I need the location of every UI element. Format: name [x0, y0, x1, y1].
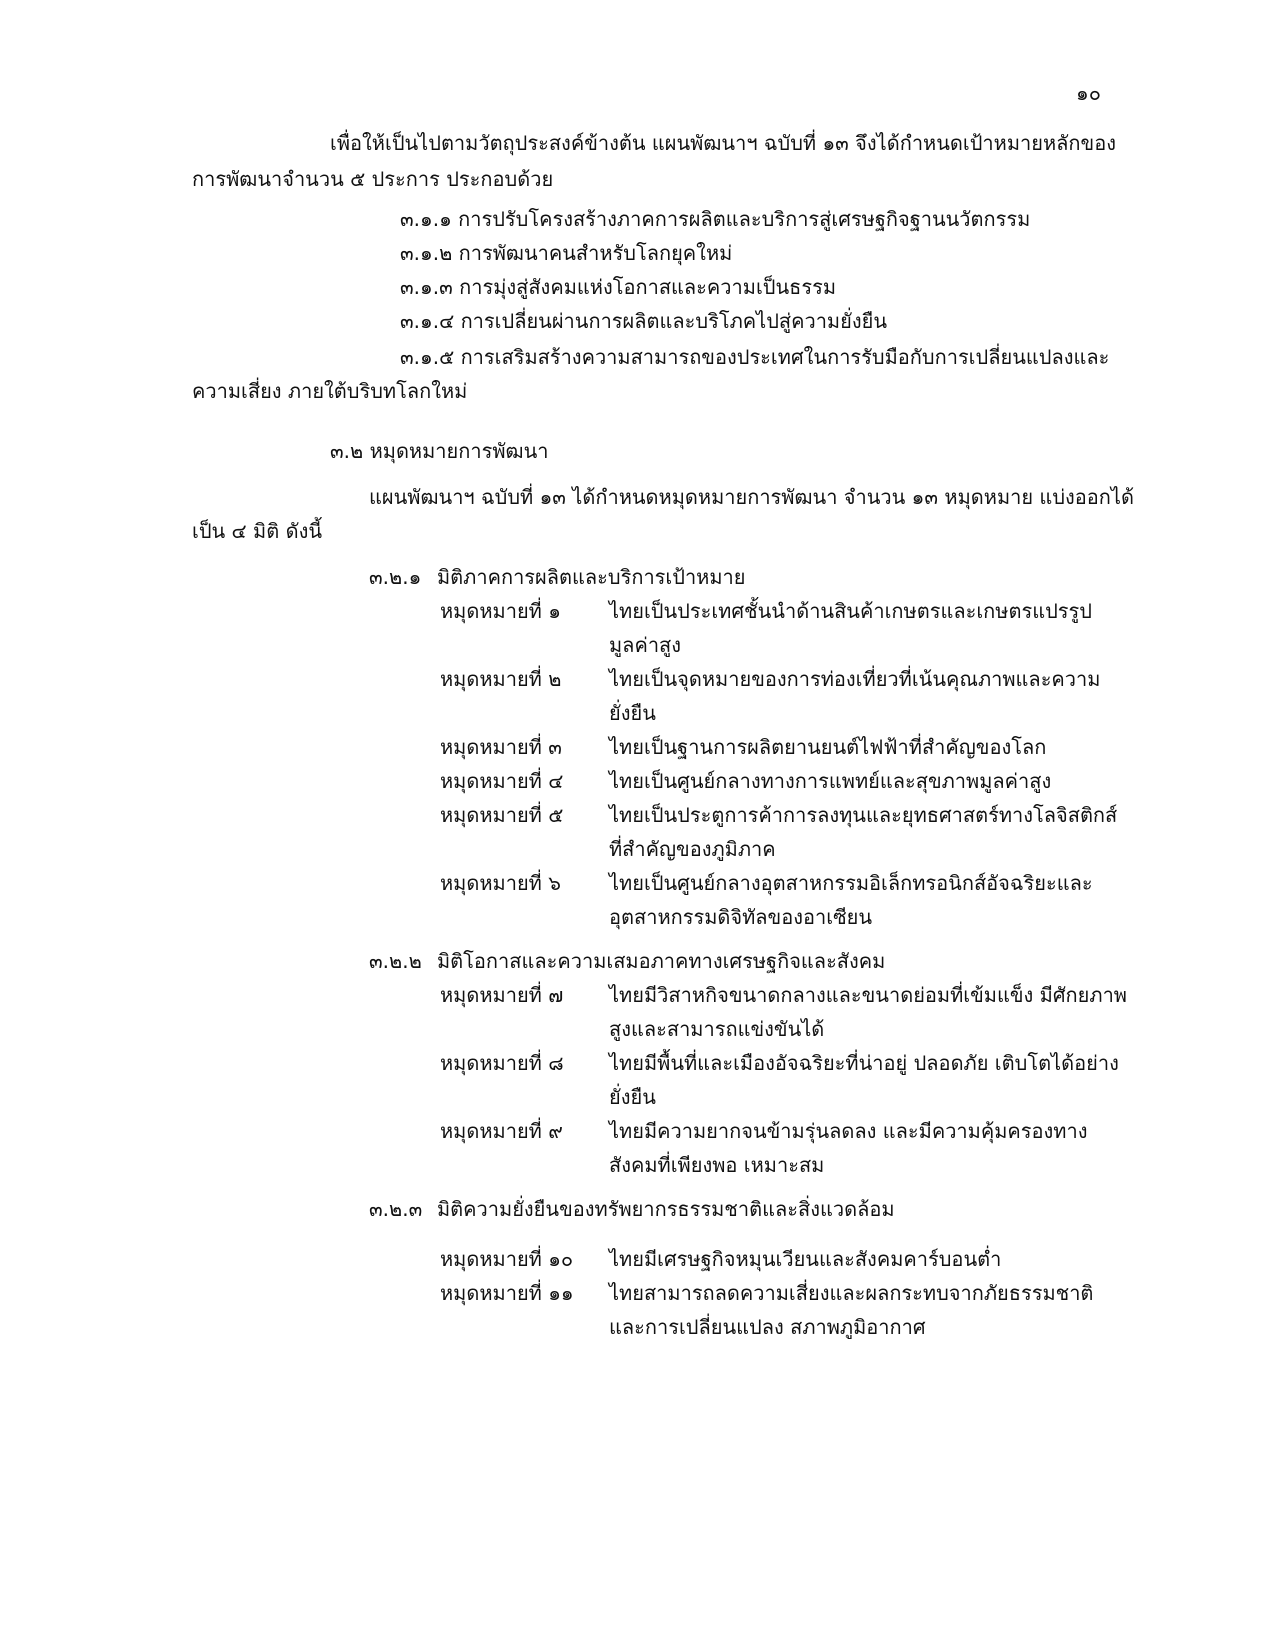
pin-label: หมุดหมายที่ ๖	[440, 871, 561, 895]
dimension-title: มิติโอกาสและความเสมอภาคทางเศรษฐกิจและสังคม	[437, 949, 886, 973]
dimension-heading	[369, 1192, 895, 1226]
pin-label: หมุดหมายที่ ๙	[440, 1119, 563, 1143]
page-number: ๑๐	[1076, 81, 1101, 105]
goal-item: ๓.๑.๔ การเปลี่ยนผ่านการผลิตและบริโภคไปสู่ความยั่งยืน	[400, 309, 887, 333]
dimension-title: มิติความยั่งยืนของทรัพยากรธรรมชาติและสิ่งแวดล้อม	[437, 1197, 895, 1221]
dimension-heading	[369, 944, 885, 978]
goal-item-continuation: ความเสี่ยง ภายใต้บริบทโลกใหม่	[192, 379, 468, 403]
pin-label: หมุดหมายที่ ๗	[440, 983, 564, 1007]
pin-label: หมุดหมายที่ ๑	[440, 599, 561, 623]
intro-line-1: เพื่อให้เป็นไปตามวัตถุประสงค์ข้างต้น แผนพัฒนาฯ ฉบับที่ ๑๓ จึงได้กำหนดเป้าหมายหลักของ	[330, 131, 1116, 155]
pin-text: ไทยมีวิสาหกิจขนาดกลางและขนาดย่อมที่เข้มแข็ง มีศักยภาพสูงและสามารถแข่งขันได้	[609, 983, 1127, 1041]
pin-text: ไทยเป็นประตูการค้าการลงทุนและยุทธศาสตร์ทางโลจิสติกส์ที่สำคัญของภูมิภาค	[609, 803, 1118, 861]
goal-item: ๓.๑.๑ การปรับโครงสร้างภาคการผลิตและบริการสู่เศรษฐกิจฐานนวัตกรรม	[400, 207, 1031, 231]
section-title: ๓.๒ หมุดหมายการพัฒนา	[330, 439, 549, 463]
pin-text: ไทยมีพื้นที่และเมืองอัจฉริยะที่น่าอยู่ ปลอดภัย เติบโตได้อย่างยั่งยืน	[609, 1051, 1119, 1109]
intro-line-2: การพัฒนาจำนวน ๕ ประการ ประกอบด้วย	[192, 167, 554, 191]
pin-text: ไทยมีเศรษฐกิจหมุนเวียนและสังคมคาร์บอนต่ำ	[609, 1247, 1002, 1271]
pin-text: ไทยเป็นจุดหมายของการท่องเที่ยวที่เน้นคุณภาพและความยั่งยืน	[609, 667, 1101, 725]
pin-label: หมุดหมายที่ ๑๐	[440, 1247, 574, 1271]
dimension-title: มิติภาคการผลิตและบริการเป้าหมาย	[437, 565, 746, 589]
pin-text: ไทยเป็นประเทศชั้นนำด้านสินค้าเกษตรและเกษตรแปรรูปมูลค่าสูง	[609, 599, 1092, 657]
dimension-heading	[369, 560, 746, 594]
dimension-code: ๓.๒.๓	[369, 1197, 423, 1221]
section-body-line-2: เป็น ๔ มิติ ดังนี้	[192, 519, 323, 543]
pin-text: ไทยเป็นฐานการผลิตยานยนต์ไฟฟ้าที่สำคัญของโลก	[609, 735, 1047, 759]
goal-item: ๓.๑.๓ การมุ่งสู่สังคมแห่งโอกาสและความเป็นธรรม	[400, 275, 837, 299]
pin-text: ไทยมีความยากจนข้ามรุ่นลดลง และมีความคุ้มครองทางสังคมที่เพียงพอ เหมาะสม	[609, 1119, 1088, 1177]
pin-label: หมุดหมายที่ ๘	[440, 1051, 564, 1075]
goal-item: ๓.๑.๕ การเสริมสร้างความสามารถของประเทศในการรับมือกับการเปลี่ยนแปลงและ	[400, 345, 1110, 369]
pin-text: ไทยเป็นศูนย์กลางอุตสาหกรรมอิเล็กทรอนิกส์อัจฉริยะและอุตสาหกรรมดิจิทัลของอาเซียน	[609, 871, 1093, 929]
pin-text: ไทยเป็นศูนย์กลางทางการแพทย์และสุขภาพมูลค่าสูง	[609, 769, 1052, 793]
pin-text: ไทยสามารถลดความเสี่ยงและผลกระทบจากภัยธรรมชาติและการเปลี่ยนแปลง สภาพภูมิอากาศ	[609, 1281, 1094, 1339]
pin-label: หมุดหมายที่ ๑๑	[440, 1281, 574, 1305]
goal-item: ๓.๑.๒ การพัฒนาคนสำหรับโลกยุคใหม่	[400, 241, 733, 265]
pin-label: หมุดหมายที่ ๒	[440, 667, 562, 691]
dimension-code: ๓.๒.๑	[369, 565, 422, 589]
pin-label: หมุดหมายที่ ๓	[440, 735, 562, 759]
pin-label: หมุดหมายที่ ๔	[440, 769, 564, 793]
pin-label: หมุดหมายที่ ๕	[440, 803, 564, 827]
section-body-line-1: แผนพัฒนาฯ ฉบับที่ ๑๓ ได้กำหนดหมุดหมายการพัฒนา จำนวน ๑๓ หมุดหมาย แบ่งออกได้	[369, 485, 1134, 509]
dimension-code: ๓.๒.๒	[369, 949, 422, 973]
